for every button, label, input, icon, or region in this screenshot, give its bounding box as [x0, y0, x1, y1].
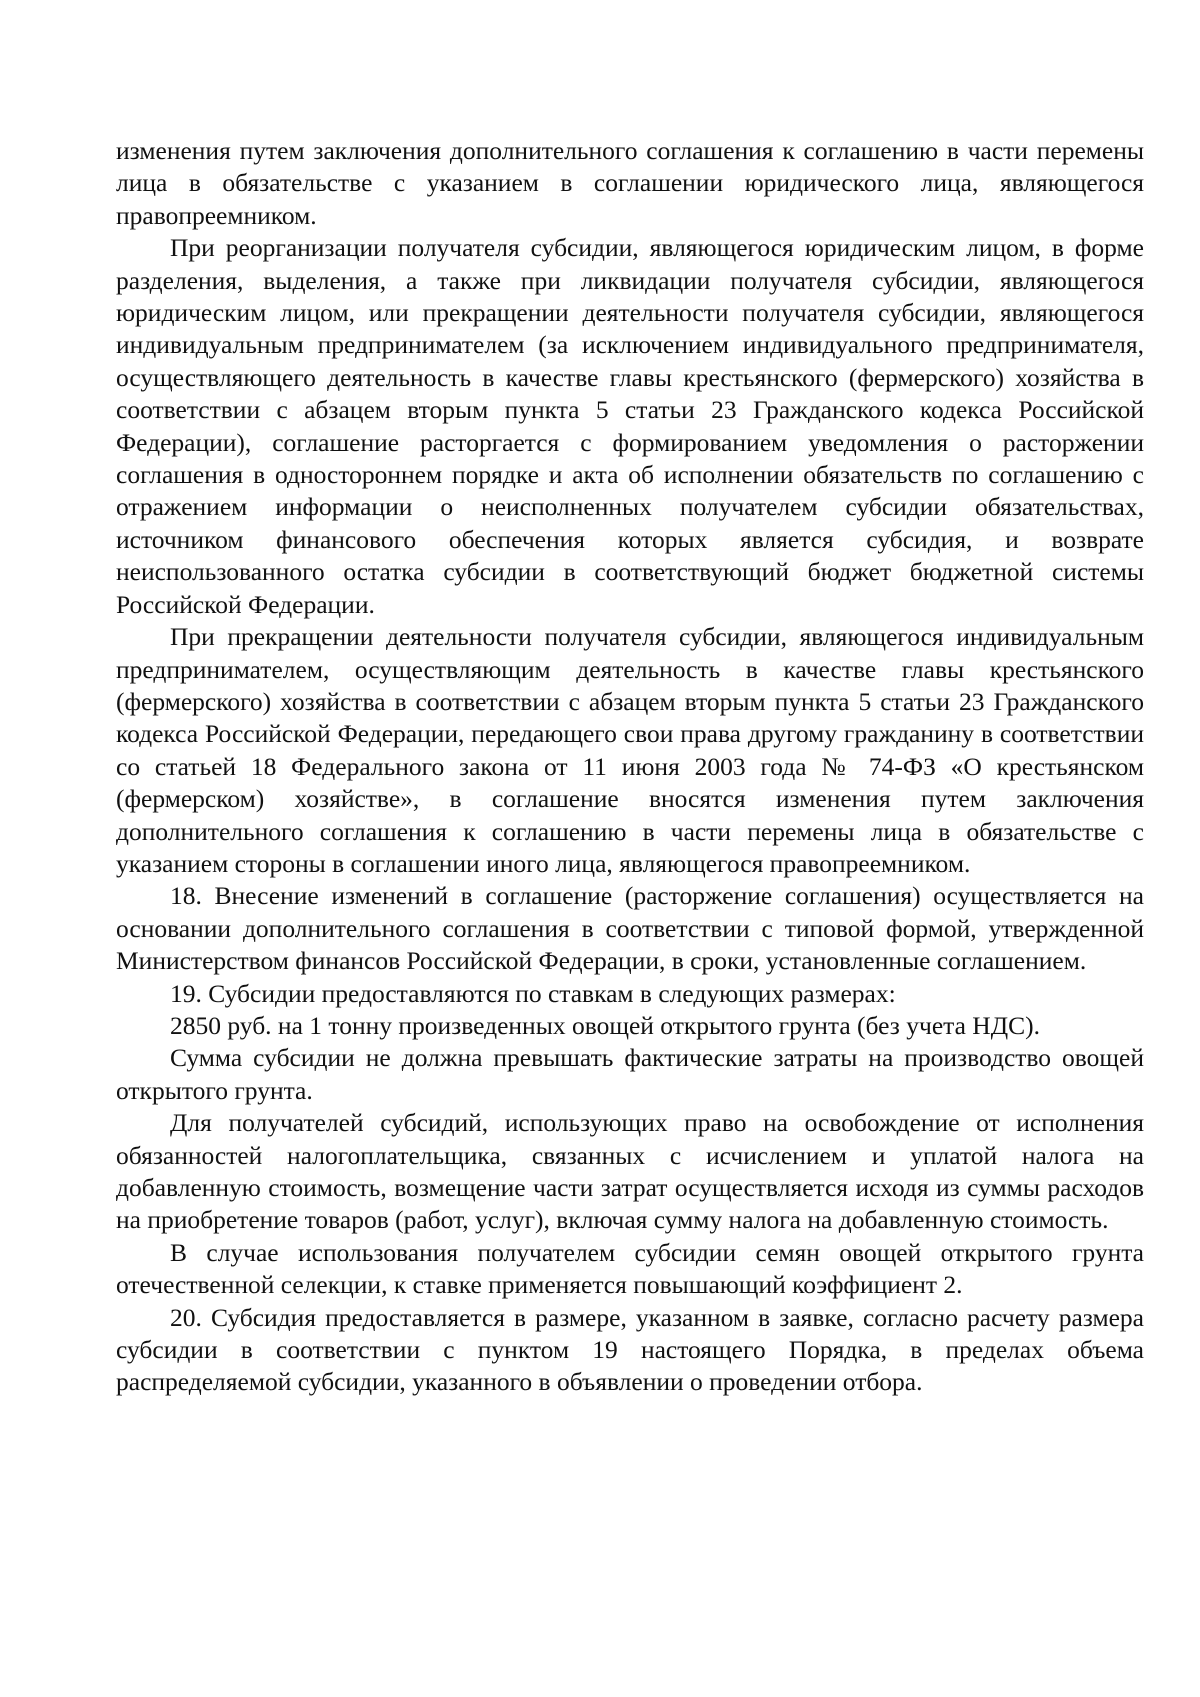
paragraph-reorganization: При реорганизации получателя субсидии, являющегося юридическим лицом, в форме разделения, выделения, а также при ликвидации получателя субсидии, являющегося юридическим лицом, или прекращении деятельности получателя субсидии, являющегося индивидуальным предпринимателем (за исключением индивидуального предпринимателя, осуществляющего деятельность в качестве главы крестьянского (фермерского) хозяйства в соответствии с абзацем вторым пункта 5 статьи 23 Гражданского кодекса Российской Федерации), соглашение расторгается с формированием уведомления о расторжении соглашения в одностороннем порядке и акта об исполнении обязательств по соглашению с отражением информации о неисполненных получателем субсидии обязательствах, источником финансового обеспечения которых является субсидия, и возврате неиспользованного остатка субсидии в соответствующий бюджет бюджетной системы Российской Федерации.: [116, 233, 1144, 619]
document-page: [116, 135, 1144, 1399]
paragraph-item-18: 18. Внесение изменений в соглашение (расторжение соглашения) осуществляется на основании дополнительного соглашения в соответствии с типовой формой, утвержденной Министерством финансов Российской Федерации, в сроки, установленные соглашением.: [116, 881, 1144, 976]
paragraph-subsidy-limit: Сумма субсидии не должна превышать фактические затраты на производство овощей открытого грунта.: [116, 1043, 1144, 1105]
paragraph-item-20: 20. Субсидия предоставляется в размере, указанном в заявке, согласно расчету размера субсидии в соответствии с пунктом 19 настоящего Порядка, в пределах объема распределяемой субсидии, указанного в объявлении о проведении отбора.: [116, 1302, 1144, 1397]
paragraph-item-19: 19. Субсидии предоставляются по ставкам в следующих размерах:: [170, 978, 896, 1008]
paragraph-rate: 2850 руб. на 1 тонну произведенных овощей открытого грунта (без учета НДС).: [170, 1010, 1040, 1040]
paragraph-coefficient: В случае использования получателем субсидии семян овощей открытого грунта отечественной селекции, к ставке применяется повышающий коэффициент 2.: [116, 1237, 1144, 1300]
paragraph-continuation: изменения путем заключения дополнительного соглашения к соглашению в части перемены лица в обязательстве с указанием в соглашении юридического лица, являющегося правопреемником.: [116, 136, 1144, 230]
paragraph-vat-exemption: Для получателей субсидий, использующих право на освобождение от исполнения обязанностей налогоплательщика, связанных с исчислением и уплатой налога на добавленную стоимость, возмещение части затрат осуществляется исходя из суммы расходов на приобретение товаров (работ, услуг), включая сумму налога на добавленную стоимость.: [116, 1108, 1144, 1235]
paragraph-farm-termination: При прекращении деятельности получателя субсидии, являющегося индивидуальным предпринимателем, осуществляющим деятельность в качестве главы крестьянского (фермерского) хозяйства в соответствии с абзацем вторым пункта 5 статьи 23 Гражданского кодекса Российской Федерации, передающего свои права другому гражданину в соответствии со статьей 18 Федерального закона от 11 июня 2003 года № 74-ФЗ «О крестьянском (фермерском) хозяйстве», в соглашение вносятся изменения путем заключения дополнительного соглашения к соглашению в части перемены лица в обязательстве с указанием стороны в соглашении иного лица, являющегося правопреемником.: [116, 622, 1144, 878]
